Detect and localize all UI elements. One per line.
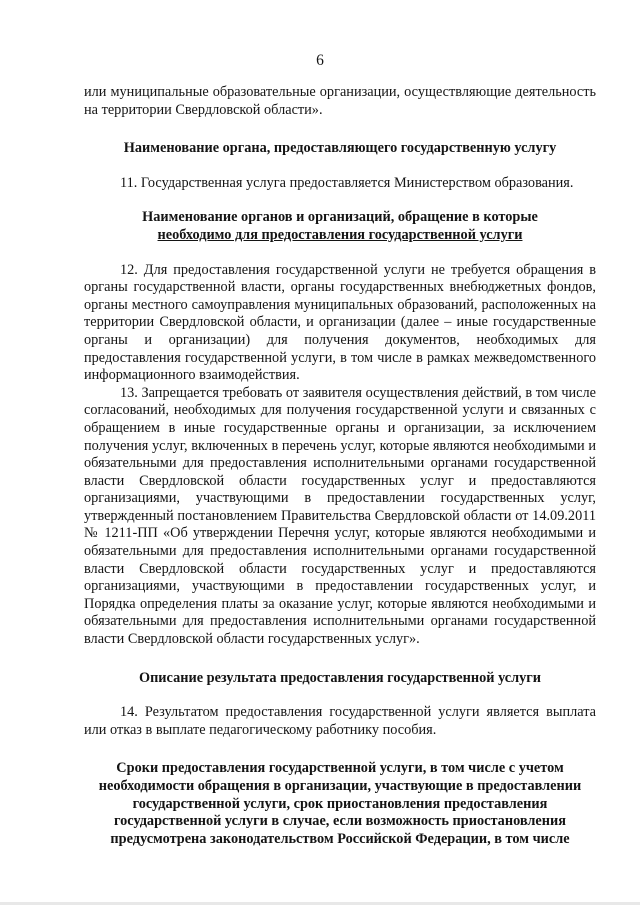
paragraph-12: 12. Для предоставления государственной услуги не требуется обращения в органы государственной власти, органы государственных внебюджетных фондов, органы местного самоуправления муниципальных образований, расположенных на территории Свердловской области, и организации (далее – иные государственные органы и организации) для получения документов, необходимых для предоставления государственной услуги, в том числе в рамках межведомственного информационного взаимодействия. [84,261,596,384]
heading-terms-line-2: необходимости обращения в организации, участвующие в предоставлении [98,778,582,794]
heading-organizations [84,209,596,244]
paragraph-11: 11. Государственная услуга предоставляется Министерством образования. [120,174,574,191]
heading-organizations-line-2: необходимо для предоставления государственной услуги [157,226,523,243]
heading-result: Описание результата предоставления государственной услуги [138,669,542,686]
paragraph-13: 13. Запрещается требовать от заявителя осуществления действий, в том числе согласований, необходимых для получения государственной услуги и связанных с обращением в иные государственные органы и организации, за исключением получения услуг, включенных в перечень услуг, которые являются необходимыми и обязательными для предоставления исполнительными органами государственной власти Свердловской области государственных услуг и предоставляются организациями, участвующими в предоставлении государственных услуг, утвержденный постановлением Правительства Свердловской области от 14.09.2011 № 1211-ПП «Об утверждении Перечня услуг, которые являются необходимыми и обязательными для предоставления исполнительными органами государственной власти Свердловской области государственных услуг и предоставляются организациями, участвующими в предоставлении государственных услуг, и Порядка определения платы за оказание услуг, которые являются необходимыми и обязательными для предоставления исполнительными органами государственной власти Свердловской области государственных услуг». [84,384,596,648]
heading-terms-line-5: предусмотрена законодательством Российской Федерации, в том числе [110,830,570,847]
page-number: 6 [316,52,324,69]
heading-terms-line-3: государственной услуги, срок приостановления предоставления [132,795,548,812]
heading-terms-line-1: Сроки предоставления государственной услуги, в том числе с учетом [116,760,564,777]
heading-organizations-line-1: Наименование органов и организаций, обращение в которые [142,209,538,226]
paragraph-14: 14. Результатом предоставления государственной услуги является выплата или отказ в выплате педагогическому работнику пособия. [84,704,596,738]
heading-terms [84,760,596,848]
document-body [84,84,596,848]
heading-terms-line-4: государственной услуги в случае, если возможность приостановления [114,813,566,830]
paragraph-continuation: или муниципальные образовательные организации, осуществляющие деятельность на территории Свердловской области». [84,84,596,118]
heading-authority: Наименование органа, предоставляющего государственную услугу [123,140,557,157]
